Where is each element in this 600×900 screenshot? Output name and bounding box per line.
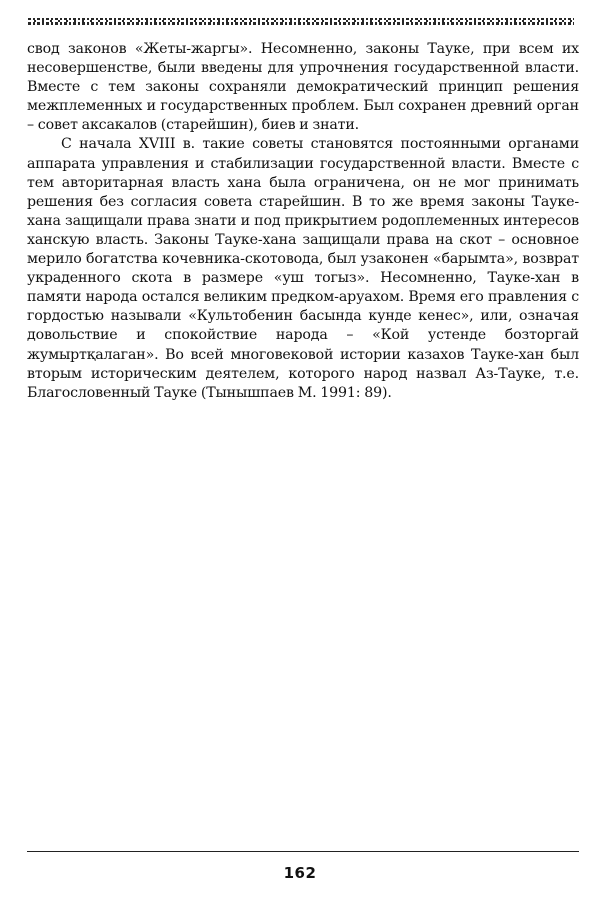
page-number: 162	[283, 864, 317, 882]
footer-divider	[27, 851, 579, 852]
body-text	[27, 40, 579, 403]
paragraph-2: С начала XVIII в. такие советы становятся постоянными органами аппарата управления и стабилизации государственной власти. Вместе с тем авторитарная власть хана была ограничена, он не мог принимать решения без согласия совета старейшин. В то же время законы Тауке-хана защищали права знати и под прикрытием родоплеменных интересов ханскую власть. Законы Тауке-хана защищали права на скот – основное мерило богатства кочевника-скотовода, был узаконен «барымта», возврат украденного скота в размере «уш тогыз». Несомненно, Тауке-хан в памяти народа остался великим предком-аруахом. Время его правления с гордостью называли «Культобенин басында кунде кенес», или, означая довольствие и спокойствие народа – «Кой устенде бозторгай жумыртқалаган». Во всей многовековой истории казахов Тауке-хан был вторым историческим деятелем, которого народ назвал Аз-Тауке, т.е. Благословенный Тауке (Тынышпаев М. 1991: 89).	[27, 136, 579, 401]
paragraph-1: свод законов «Жеты-жаргы». Несомненно, законы Тауке, при всем их несовершенстве, были введены для упрочнения государственной власти. Вместе с тем законы сохраняли демократический принцип решения межплеменных и государственных проблем. Был сохранен древний орган – совет аксакалов (старейшин), биев и знати.	[27, 41, 579, 134]
top-ornament-border	[28, 18, 574, 25]
